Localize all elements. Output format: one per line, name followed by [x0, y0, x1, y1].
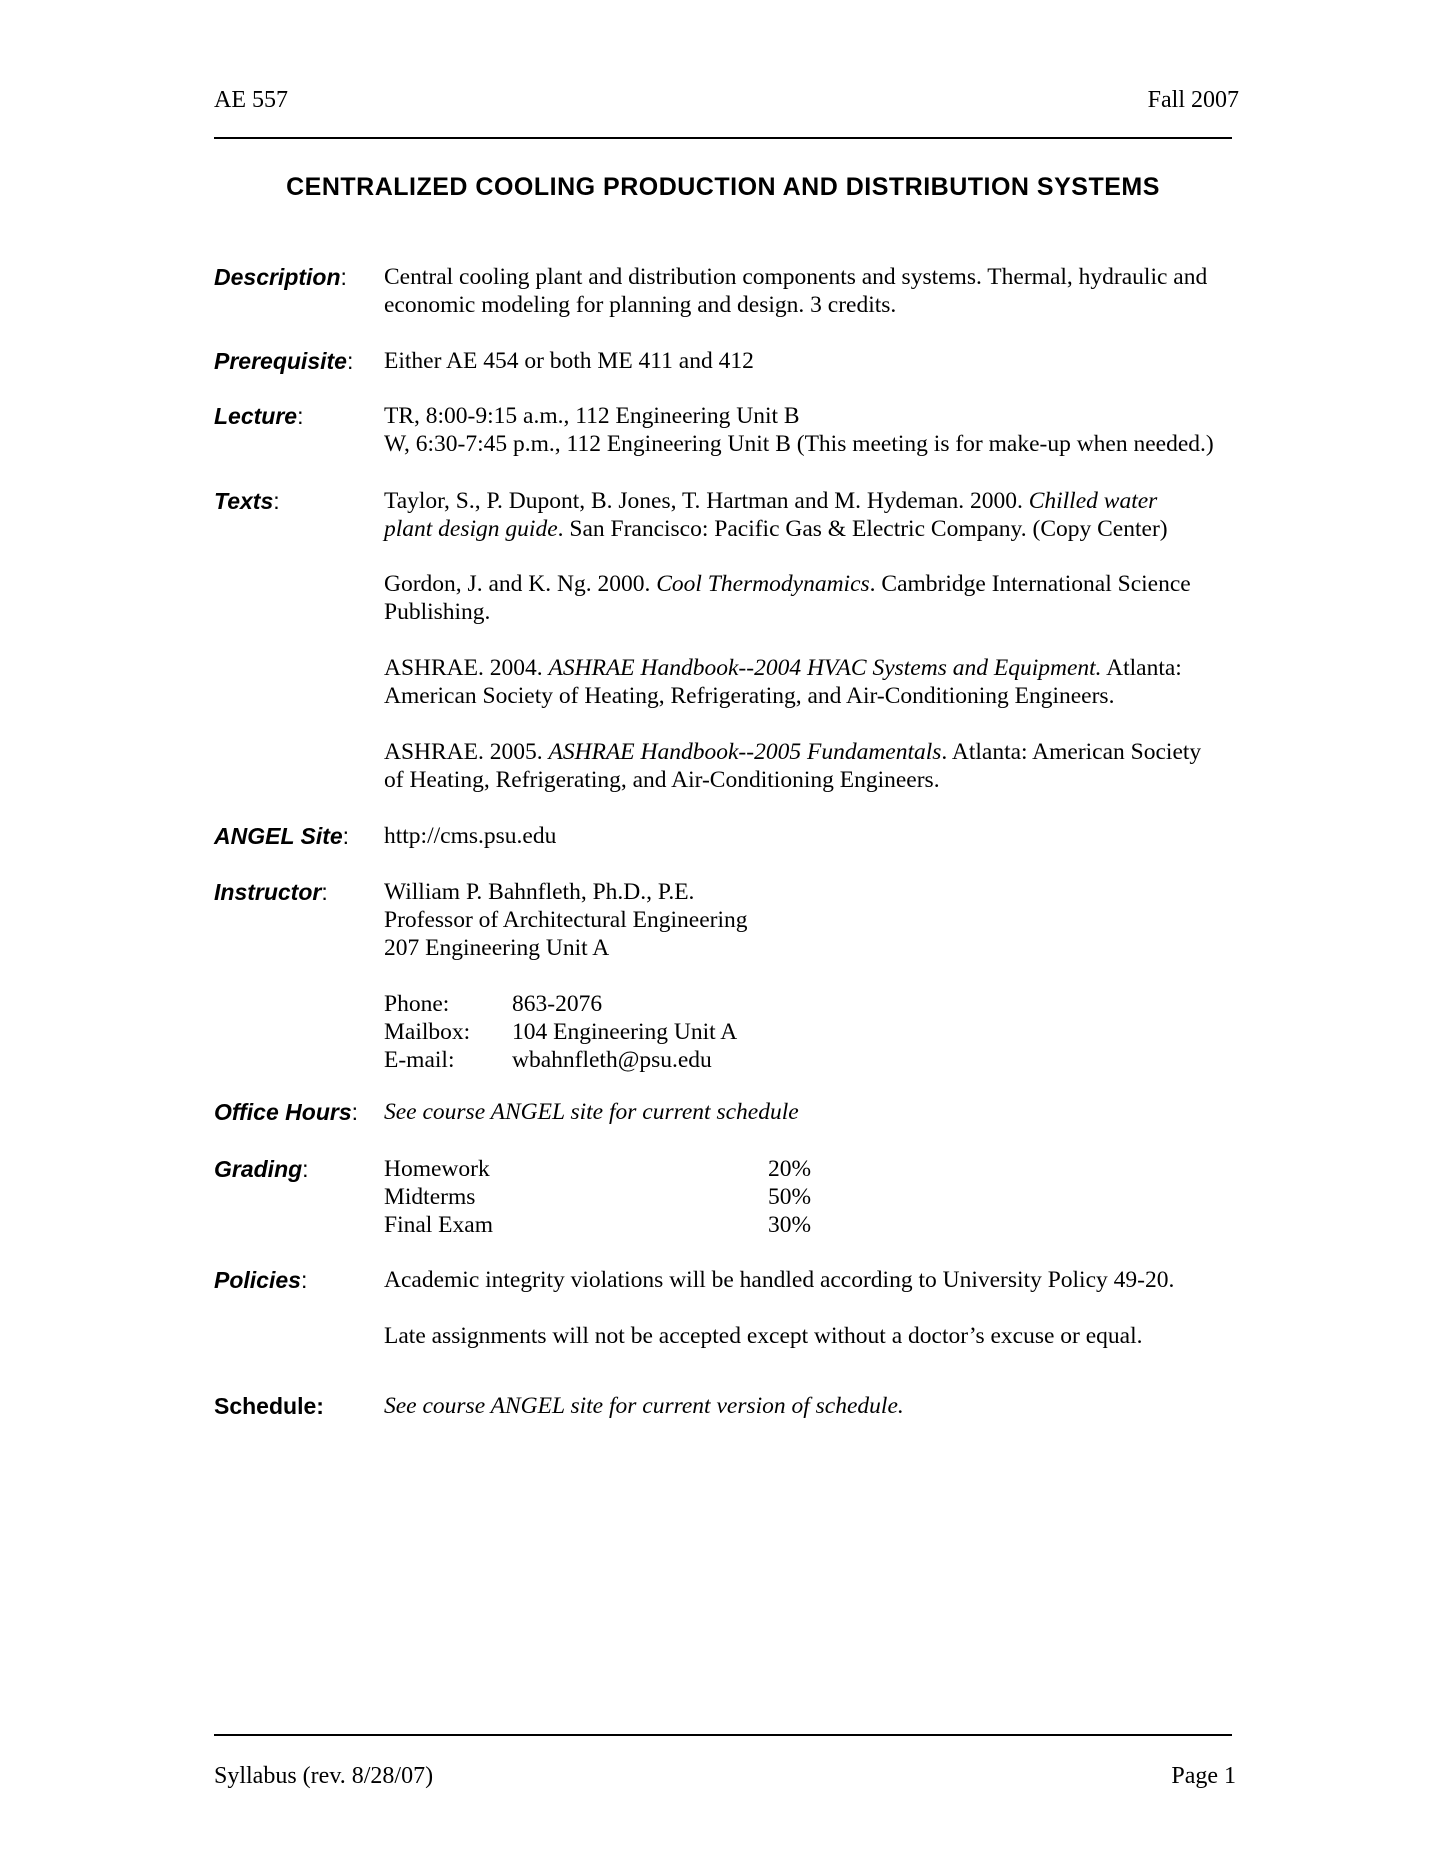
header-course: AE 557: [214, 87, 288, 113]
policy-academic-integrity: Academic integrity violations will be handled according to University Policy 49-20.: [384, 1267, 1175, 1293]
instructor-email-link[interactable]: wbahnfleth@psu.edu: [512, 1047, 712, 1073]
lecture-text: TR, 8:00-9:15 a.m., 112 Engineering Unit B W, 6:30-7:45 p.m., 112 Engineering Unit B (This meeting is for make-up when needed.): [384, 403, 1214, 457]
instructor-contact-values: 863-2076 104 Engineering Unit A wbahnfleth@psu.edu: [512, 991, 738, 1073]
text-ref-1: Taylor, S., P. Dupont, B. Jones, T. Hartman and M. Hydeman. 2000. Chilled water plant design guide. San Francisco: Pacific Gas & Electric Company. (Copy Center): [384, 488, 1168, 542]
schedule-label: Schedule:: [214, 1393, 324, 1419]
prerequisite-label: Prerequisite:: [214, 348, 354, 374]
description-label: Description:: [214, 264, 347, 290]
schedule-text: See course ANGEL site for current version of schedule.: [384, 1393, 904, 1419]
footer-rule: [214, 1734, 1232, 1736]
lecture-label: Lecture:: [214, 403, 304, 429]
text-ref-2: Gordon, J. and K. Ng. 2000. Cool Thermodynamics. Cambridge International Science Publishing.: [384, 571, 1191, 625]
grading-percents: 20% 50% 30%: [768, 1156, 812, 1238]
description-text: Central cooling plant and distribution components and systems. Thermal, hydraulic and economic modeling for planning and design. 3 credits.: [384, 264, 1208, 318]
prerequisite-text: Either AE 454 or both ME 411 and 412: [384, 348, 754, 374]
header-rule: [214, 137, 1232, 139]
footer-page-number: Page 1: [1171, 1763, 1236, 1789]
instructor-contact-labels: Phone: Mailbox: E-mail:: [384, 991, 471, 1073]
office-hours-label: Office Hours:: [214, 1099, 358, 1125]
policy-late-assignments: Late assignments will not be accepted except without a doctor’s excuse or equal.: [384, 1323, 1143, 1349]
grading-items: Homework Midterms Final Exam: [384, 1156, 493, 1238]
footer-revision: Syllabus (rev. 8/28/07): [214, 1763, 434, 1789]
angel-label: ANGEL Site:: [214, 823, 350, 849]
page-title: CENTRALIZED COOLING PRODUCTION AND DISTRIBUTION SYSTEMS: [286, 173, 1160, 201]
office-hours-text: See course ANGEL site for current schedule: [384, 1099, 799, 1125]
header-term: Fall 2007: [1147, 87, 1239, 113]
text-ref-4: ASHRAE. 2005. ASHRAE Handbook--2005 Fundamentals. Atlanta: American Society of Heating, Refrigerating, and Air-Conditioning Engineers.: [384, 739, 1202, 793]
text-ref-3: ASHRAE. 2004. ASHRAE Handbook--2004 HVAC Systems and Equipment. Atlanta: American Society of Heating, Refrigerating, and Air-Conditioning Engineers.: [384, 655, 1182, 709]
texts-label: Texts:: [214, 488, 280, 514]
instructor-info: William P. Bahnfleth, Ph.D., P.E. Professor of Architectural Engineering 207 Engineering Unit A: [384, 879, 748, 961]
instructor-label: Instructor:: [214, 879, 328, 905]
angel-url-link[interactable]: http://cms.psu.edu: [384, 823, 557, 849]
policies-label: Policies:: [214, 1267, 308, 1293]
grading-label: Grading:: [214, 1156, 309, 1182]
